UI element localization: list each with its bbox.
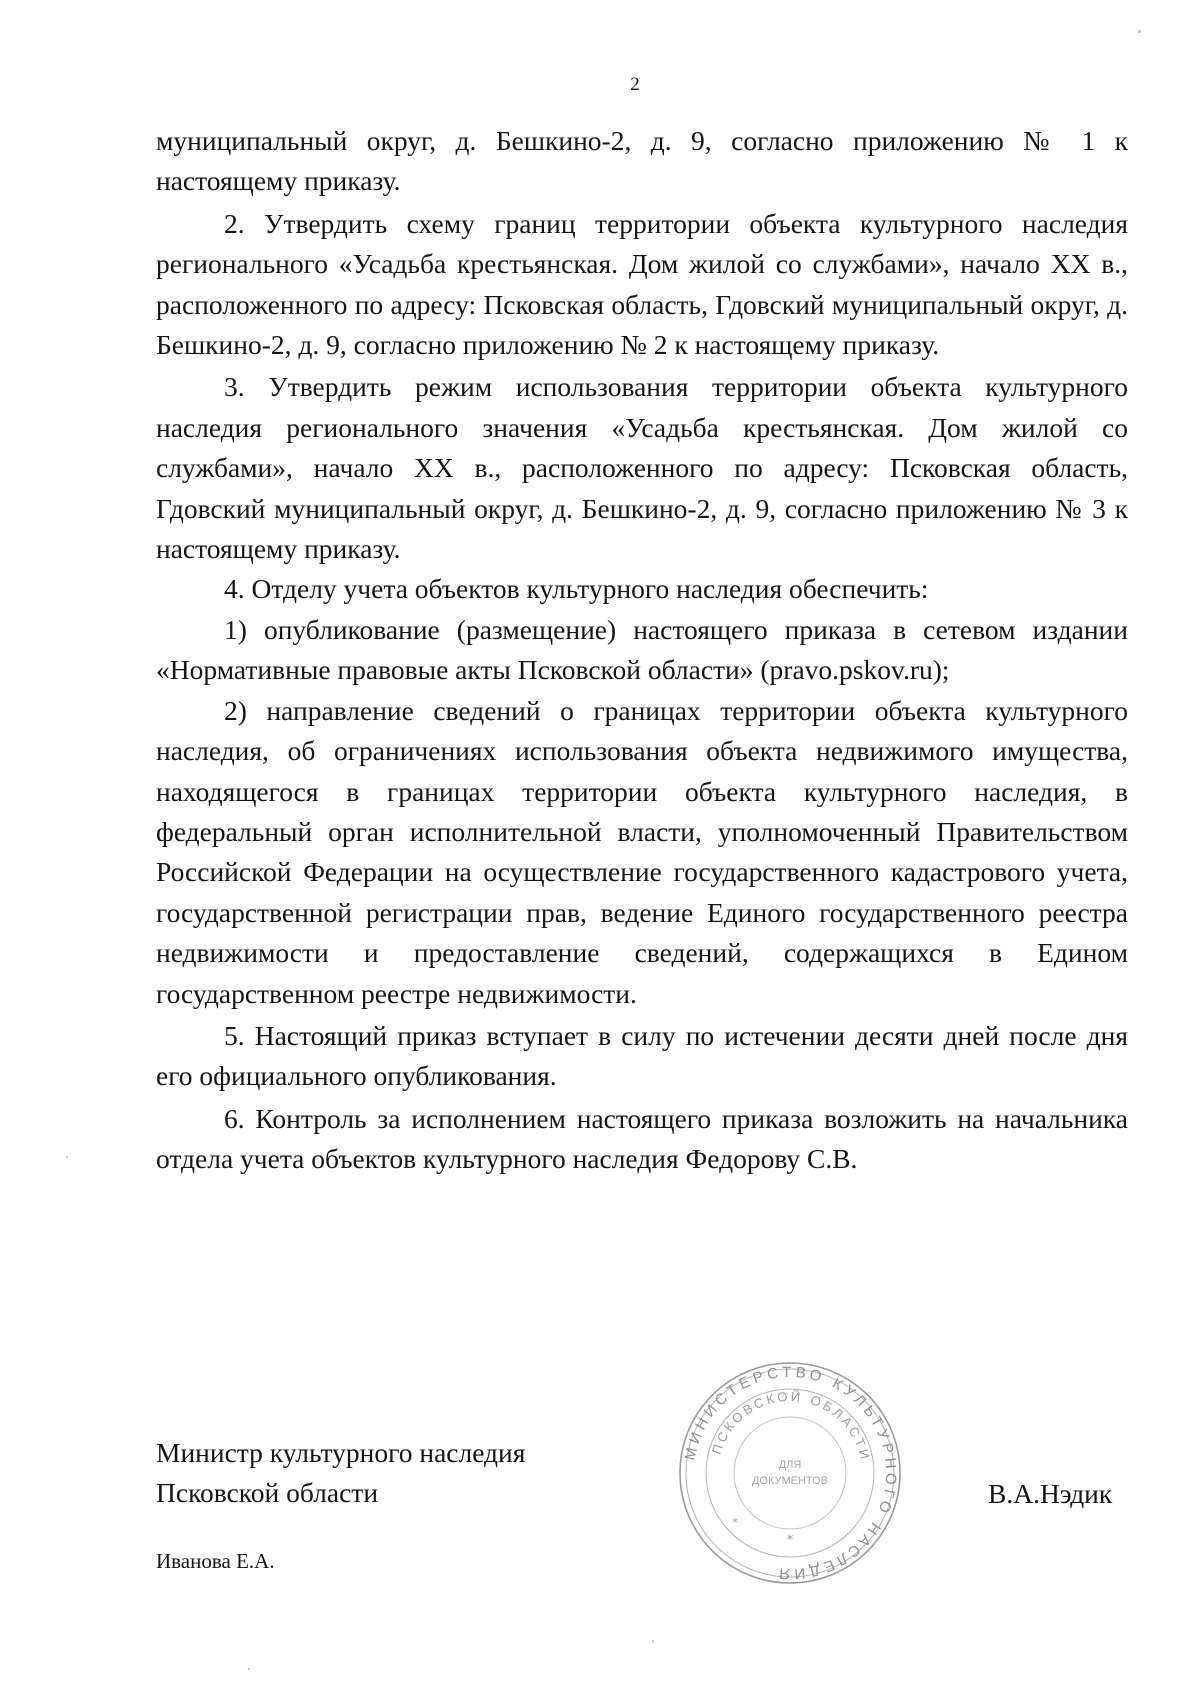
paragraph-subitem-1: 1) опубликование (размещение) настоящего приказа в сетевом издании «Нормативные правовые акты Псковской области» (pravo.pskov.ru); [156,613,1128,686]
scan-speck [248,1668,250,1670]
signature-title [156,1433,525,1513]
stamp-center-line1: ДЛЯ [778,1459,802,1471]
stamp-inner-text: ПСКОВСКОЙ ОБЛАСТИ [708,1388,874,1464]
page-number: 2 [630,74,640,95]
document-body [156,121,1128,1180]
stamp-star-bottom: * [786,1533,794,1548]
paragraph-subitem-2: 2) направление сведений о границах территории объекта культурного наследия, об ограничениях использования объекта недвижимого имущества, находящегося в границах территории объекта культурного наследия, в федеральный орган исполнительной власти, уполномоченный Правительством Российской Федерации на осуществление государственного кадастрового учета, государственной регистрации прав, ведение Единого государственного реестра недвижимости и предоставление сведений, содержащихся в Едином государственном реестре недвижимости. [156,694,1128,1009]
signature-name: В.А.Нэдик [988,1478,1113,1509]
scan-speck [1138,30,1141,33]
executor-name: Иванова Е.А. [156,1549,275,1573]
stamp-outer-text: МИНИСТЕРСТВО КУЛЬТУРНОГО НАСЛЕДИЯ [681,1363,900,1583]
signature-title-line1: Министр культурного наследия [156,1437,526,1468]
scan-speck [66,1156,68,1158]
paragraph-1-continuation: муниципальный округ, д. Бешкино-2, д. 9, согласно приложению № 1 к настоящему приказу. [156,125,1128,197]
paragraph-item-2: 2. Утвердить схему границ территории объекта культурного наследия регионального «Усадьба крестьянская. Дом жилой со службами», начало XX в., расположенного по адресу: Псковская область, Гдовский муниципальный округ, д. Бешкино-2, д. 9, согласно приложению № 2 к настоящему приказу. [156,207,1128,361]
official-stamp [675,1358,905,1588]
paragraph-item-3: 3. Утвердить режим использования территории объекта культурного наследия регионального значения «Усадьба крестьянская. Дом жилой со службами», начало XX в., расположенного по адресу: Псковская область, Гдовский муниципальный округ, д. Бешкино-2, д. 9, согласно приложению № 3 к настоящему приказу. [156,371,1128,565]
paragraph-item-6: 6. Контроль за исполнением настоящего приказа возложить на начальника отдела учета объектов культурного наследия Федорову С.В. [156,1102,1128,1175]
scan-speck [652,1640,654,1643]
signature-title-line2: Псковской области [156,1477,379,1508]
stamp-inner-ring [734,1417,846,1529]
stamp-star-left: * [732,1516,738,1529]
stamp-center-line2: ДОКУМЕНТОВ [751,1475,829,1487]
paragraph-item-5: 5. Настоящий приказ вступает в силу по истечении десяти дней после дня его официального опубликования. [156,1019,1128,1092]
paragraph-item-4: 4. Отделу учета объектов культурного наследия обеспечить: [224,573,929,605]
